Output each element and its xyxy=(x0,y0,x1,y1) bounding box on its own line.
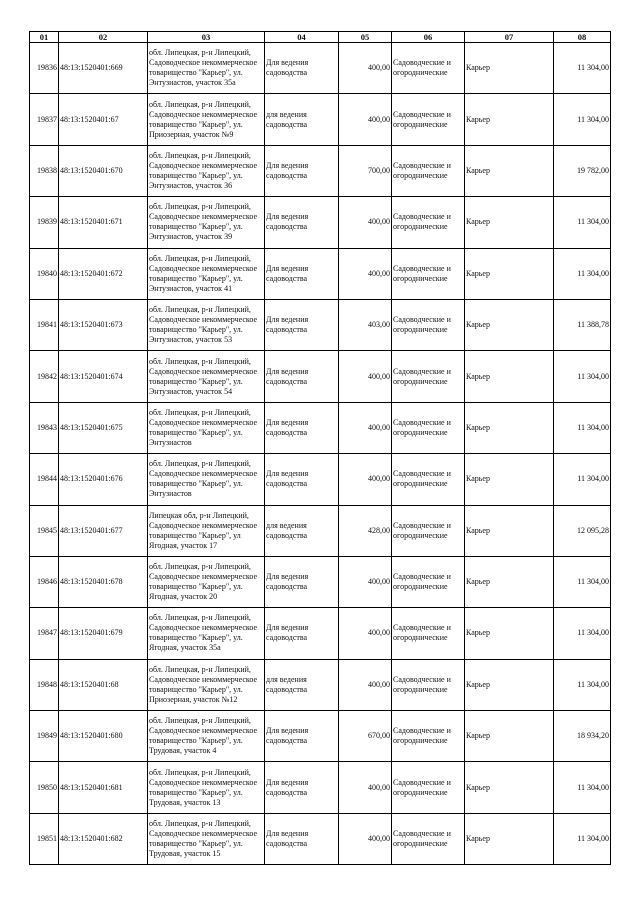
cadastral-value-cell: 11 304,00 xyxy=(554,94,611,145)
land-category-cell: Садоводческие и огороднические xyxy=(392,351,465,402)
location-name-cell: Карьер xyxy=(465,43,554,94)
area-cell: 400,00 xyxy=(339,43,392,94)
address-cell xyxy=(148,145,265,196)
table-row xyxy=(30,813,611,864)
record-number-cell: 19843 xyxy=(30,402,59,453)
permitted-use-cell: Для ведения садоводства xyxy=(265,454,339,505)
cadastral-value-cell: 11 304,00 xyxy=(554,608,611,659)
location-name-cell: Карьер xyxy=(465,505,554,556)
table-row xyxy=(30,248,611,299)
area-cell: 400,00 xyxy=(339,556,392,607)
area-cell: 403,00 xyxy=(339,299,392,350)
cadastral-number-cell: 48:13:1520401:679 xyxy=(59,608,148,659)
record-number-cell: 19848 xyxy=(30,659,59,710)
location-name-cell: Карьер xyxy=(465,402,554,453)
permitted-use-cell: Для ведения садоводства xyxy=(265,556,339,607)
col-header-07: 07 xyxy=(465,32,554,43)
cadastral-number-cell: 48:13:1520401:680 xyxy=(59,711,148,762)
land-category-cell: Садоводческие и огороднические xyxy=(392,248,465,299)
address-cell xyxy=(148,402,265,453)
land-category-cell: Садоводческие и огороднические xyxy=(392,711,465,762)
permitted-use-cell: Для ведения садоводства xyxy=(265,145,339,196)
location-name-cell: Карьер xyxy=(465,145,554,196)
cadastral-number-cell: 48:13:1520401:677 xyxy=(59,505,148,556)
cadastral-value-cell: 11 304,00 xyxy=(554,813,611,864)
address-cell xyxy=(148,43,265,94)
col-header-03: 03 xyxy=(148,32,265,43)
table-row xyxy=(30,94,611,145)
record-number-cell: 19838 xyxy=(30,145,59,196)
cadastral-number-cell: 48:13:1520401:671 xyxy=(59,197,148,248)
address-text: обл. Липецкая, р-н Липецкий, Садоводческое некоммерческое товарищество "Карьер", ул. Трудовая, участок 15 xyxy=(149,819,258,859)
table-row xyxy=(30,711,611,762)
permitted-use-cell: Для ведения садоводства xyxy=(265,43,339,94)
cadastral-number-cell: 48:13:1520401:681 xyxy=(59,762,148,813)
cadastral-value-cell: 11 304,00 xyxy=(554,556,611,607)
table-row xyxy=(30,608,611,659)
land-category-cell: Садоводческие и огороднические xyxy=(392,659,465,710)
address-text: обл. Липецкая, р-н Липецкий, Садоводческое некоммерческое товарищество "Карьер", ул. Приозерная, участок №12 xyxy=(149,664,258,704)
address-text: обл. Липецкая, р-н Липецкий, Садоводческое некоммерческое товарищество "Карьер", ул. Трудовая, участок 4 xyxy=(149,716,258,756)
location-name-cell: Карьер xyxy=(465,711,554,762)
location-name-cell: Карьер xyxy=(465,454,554,505)
area-cell: 400,00 xyxy=(339,813,392,864)
col-header-04: 04 xyxy=(265,32,339,43)
land-category-cell: Садоводческие и огороднические xyxy=(392,197,465,248)
area-cell: 400,00 xyxy=(339,762,392,813)
cadastral-number-cell: 48:13:1520401:678 xyxy=(59,556,148,607)
permitted-use-cell: для ведения садоводства xyxy=(265,94,339,145)
permitted-use-cell: Для ведения садоводства xyxy=(265,299,339,350)
table-row xyxy=(30,402,611,453)
area-cell: 670,00 xyxy=(339,711,392,762)
location-name-cell: Карьер xyxy=(465,299,554,350)
area-cell: 400,00 xyxy=(339,454,392,505)
land-category-cell: Садоводческие и огороднические xyxy=(392,608,465,659)
address-cell xyxy=(148,299,265,350)
cadastral-number-cell: 48:13:1520401:670 xyxy=(59,145,148,196)
col-header-02: 02 xyxy=(59,32,148,43)
permitted-use-cell: Для ведения садоводства xyxy=(265,711,339,762)
col-header-05: 05 xyxy=(339,32,392,43)
table-row xyxy=(30,659,611,710)
cadastral-value-cell: 12 095,28 xyxy=(554,505,611,556)
record-number-cell: 19837 xyxy=(30,94,59,145)
address-text: обл. Липецкая, р-н Липецкий, Садоводческое некоммерческое товарищество "Карьер", ул. Приозерная, участок №9 xyxy=(149,99,258,139)
cadastral-number-cell: 48:13:1520401:672 xyxy=(59,248,148,299)
cadastral-value-cell: 11 304,00 xyxy=(554,197,611,248)
cadastral-number-cell: 48:13:1520401:676 xyxy=(59,454,148,505)
col-header-01: 01 xyxy=(30,32,59,43)
address-cell xyxy=(148,454,265,505)
permitted-use-cell: Для ведения садоводства xyxy=(265,608,339,659)
record-number-cell: 19839 xyxy=(30,197,59,248)
cadastral-number-cell: 48:13:1520401:68 xyxy=(59,659,148,710)
address-text: обл. Липецкая, р-н Липецкий, Садоводческое некоммерческое товарищество "Карьер", ул. Энтузиастов xyxy=(149,459,258,499)
permitted-use-cell: Для ведения садоводства xyxy=(265,197,339,248)
record-number-cell: 19850 xyxy=(30,762,59,813)
permitted-use-cell: Для ведения садоводства xyxy=(265,248,339,299)
land-category-cell: Садоводческие и огороднические xyxy=(392,94,465,145)
cadastral-number-cell: 48:13:1520401:674 xyxy=(59,351,148,402)
location-name-cell: Карьер xyxy=(465,762,554,813)
area-cell: 400,00 xyxy=(339,659,392,710)
table-row xyxy=(30,556,611,607)
table-row xyxy=(30,43,611,94)
permitted-use-cell: Для ведения садоводства xyxy=(265,813,339,864)
location-name-cell: Карьер xyxy=(465,608,554,659)
area-cell: 400,00 xyxy=(339,608,392,659)
permitted-use-cell: Для ведения садоводства xyxy=(265,762,339,813)
address-cell xyxy=(148,505,265,556)
header-row xyxy=(30,32,611,43)
address-text: обл. Липецкая, р-н Липецкий, Садоводческое некоммерческое товарищество "Карьер", ул. Энтузиастов, участок 41 xyxy=(149,253,258,293)
cadastral-value-cell: 19 782,00 xyxy=(554,145,611,196)
col-header-06: 06 xyxy=(392,32,465,43)
record-number-cell: 19847 xyxy=(30,608,59,659)
location-name-cell: Карьер xyxy=(465,813,554,864)
cadastral-number-cell: 48:13:1520401:673 xyxy=(59,299,148,350)
land-category-cell: Садоводческие и огороднические xyxy=(392,145,465,196)
address-text: обл. Липецкая, р-н Липецкий, Садоводческое некоммерческое товарищество "Карьер", ул. Энтузиастов, участок 54 xyxy=(149,356,258,396)
address-cell xyxy=(148,197,265,248)
land-category-cell: Садоводческие и огороднические xyxy=(392,813,465,864)
record-number-cell: 19849 xyxy=(30,711,59,762)
land-category-cell: Садоводческие и огороднические xyxy=(392,762,465,813)
address-cell xyxy=(148,248,265,299)
permitted-use-cell: для ведения садоводства xyxy=(265,659,339,710)
address-text: обл. Липецкая, р-н Липецкий, Садоводческое некоммерческое товарищество "Карьер", ул. Энтузиастов xyxy=(149,407,258,447)
area-cell: 400,00 xyxy=(339,197,392,248)
cadastral-value-cell: 11 304,00 xyxy=(554,402,611,453)
table-row xyxy=(30,454,611,505)
location-name-cell: Карьер xyxy=(465,556,554,607)
table-row xyxy=(30,351,611,402)
address-cell xyxy=(148,711,265,762)
land-category-cell: Садоводческие и огороднические xyxy=(392,454,465,505)
location-name-cell: Карьер xyxy=(465,351,554,402)
cadastral-value-cell: 11 304,00 xyxy=(554,454,611,505)
cadastral-number-cell: 48:13:1520401:675 xyxy=(59,402,148,453)
address-cell xyxy=(148,351,265,402)
address-text: обл. Липецкая, р-н Липецкий, Садоводческое некоммерческое товарищество "Карьер", ул. Ягодная, участок 35а xyxy=(149,613,258,653)
cadastral-value-cell: 11 388,78 xyxy=(554,299,611,350)
land-registry-table xyxy=(29,31,611,865)
location-name-cell: Карьер xyxy=(465,248,554,299)
record-number-cell: 19841 xyxy=(30,299,59,350)
record-number-cell: 19844 xyxy=(30,454,59,505)
cadastral-value-cell: 11 304,00 xyxy=(554,762,611,813)
record-number-cell: 19845 xyxy=(30,505,59,556)
address-text: обл. Липецкая, р-н Липецкий, Садоводческое некоммерческое товарищество "Карьер", ул. Ягодная, участок 20 xyxy=(149,562,258,602)
table-row xyxy=(30,762,611,813)
table-row xyxy=(30,299,611,350)
address-cell xyxy=(148,94,265,145)
cadastral-value-cell: 18 934,20 xyxy=(554,711,611,762)
record-number-cell: 19851 xyxy=(30,813,59,864)
address-cell xyxy=(148,608,265,659)
address-cell xyxy=(148,556,265,607)
cadastral-number-cell: 48:13:1520401:682 xyxy=(59,813,148,864)
address-text: обл. Липецкая, р-н Липецкий, Садоводческое некоммерческое товарищество "Карьер", ул. Энтузиастов, участок 35а xyxy=(149,48,258,88)
land-category-cell: Садоводческие и огороднические xyxy=(392,43,465,94)
land-category-cell: Садоводческие и огороднические xyxy=(392,299,465,350)
address-text: обл. Липецкая, р-н Липецкий, Садоводческое некоммерческое товарищество "Карьер", ул. Энтузиастов, участок 36 xyxy=(149,150,258,190)
area-cell: 400,00 xyxy=(339,351,392,402)
record-number-cell: 19840 xyxy=(30,248,59,299)
record-number-cell: 19836 xyxy=(30,43,59,94)
location-name-cell: Карьер xyxy=(465,94,554,145)
area-cell: 700,00 xyxy=(339,145,392,196)
table-row xyxy=(30,197,611,248)
table-row xyxy=(30,505,611,556)
col-header-08: 08 xyxy=(554,32,611,43)
permitted-use-cell: Для ведения садоводства xyxy=(265,351,339,402)
permitted-use-cell: для ведения садоводства xyxy=(265,505,339,556)
land-category-cell: Садоводческие и огороднические xyxy=(392,556,465,607)
address-text: Липецкая обл, р-н Липецкий, Садоводческое некоммерческое товарищество "Карьер", ул Ягодная, участок 17 xyxy=(149,510,258,550)
address-cell xyxy=(148,813,265,864)
land-category-cell: Садоводческие и огороднические xyxy=(392,505,465,556)
address-text: обл. Липецкая, р-н Липецкий, Садоводческое некоммерческое товарищество "Карьер", ул. Энтузиастов, участок 39 xyxy=(149,202,258,242)
cadastral-value-cell: 11 304,00 xyxy=(554,43,611,94)
location-name-cell: Карьер xyxy=(465,197,554,248)
cadastral-value-cell: 11 304,00 xyxy=(554,248,611,299)
record-number-cell: 19846 xyxy=(30,556,59,607)
area-cell: 400,00 xyxy=(339,94,392,145)
table-body xyxy=(30,43,611,865)
address-cell xyxy=(148,762,265,813)
cadastral-value-cell: 11 304,00 xyxy=(554,351,611,402)
location-name-cell: Карьер xyxy=(465,659,554,710)
cadastral-number-cell: 48:13:1520401:669 xyxy=(59,43,148,94)
land-category-cell: Садоводческие и огороднические xyxy=(392,402,465,453)
cadastral-value-cell: 11 304,00 xyxy=(554,659,611,710)
address-text: обл. Липецкая, р-н Липецкий, Садоводческое некоммерческое товарищество "Карьер", ул. Трудовая, участок 13 xyxy=(149,767,258,807)
address-cell xyxy=(148,659,265,710)
table-row xyxy=(30,145,611,196)
permitted-use-cell: Для ведения садоводства xyxy=(265,402,339,453)
area-cell: 400,00 xyxy=(339,248,392,299)
cadastral-number-cell: 48:13:1520401:67 xyxy=(59,94,148,145)
record-number-cell: 19842 xyxy=(30,351,59,402)
area-cell: 428,00 xyxy=(339,505,392,556)
address-text: обл. Липецкая, р-н Липецкий, Садоводческое некоммерческое товарищество "Карьер", ул. Энтузиастов, участок 53 xyxy=(149,305,258,345)
area-cell: 400,00 xyxy=(339,402,392,453)
